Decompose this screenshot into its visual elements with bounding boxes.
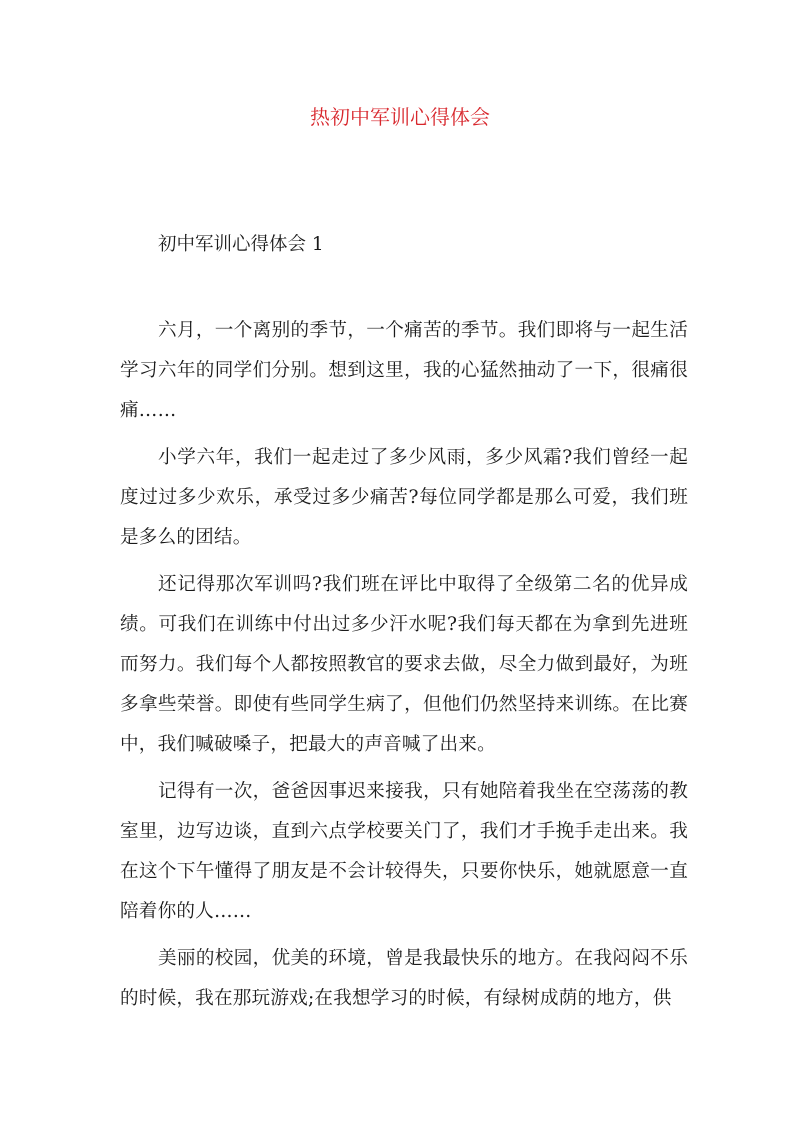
- paragraph: 美丽的校园，优美的环境，曾是我最快乐的地方。在我闷闷不乐的时候，我在那玩游戏;在我想学习的时候，有绿树成荫的地方，供: [120, 948, 688, 1009]
- paragraph: 六月，一个离别的季节，一个痛苦的季节。我们即将与一起生活学习六年的同学们分别。想到这里，我的心猛然抽动了一下，很痛很痛……: [120, 320, 688, 421]
- paragraph: 小学六年，我们一起走过了多少风雨，多少风霜?我们曾经一起度过过多少欢乐，承受过多少痛苦?每位同学都是那么可爱，我们班是多么的团结。: [120, 447, 688, 548]
- section-heading: 初中军训心得体会 1: [158, 234, 324, 255]
- body-text: [120, 311, 688, 1026]
- paragraph: 还记得那次军训吗?我们班在评比中取得了全级第二名的优异成绩。可我们在训练中付出过多少汗水呢?我们每天都在为拿到先进班而努力。我们每个人都按照教官的要求去做，尽全力做到最好，为班多拿些荣誉。即使有些同学生病了，但他们仍然坚持来训练。在比赛中，我们喊破嗓子，把最大的声音喊了出来。: [120, 574, 688, 755]
- paragraph: 记得有一次，爸爸因事迟来接我，只有她陪着我坐在空荡荡的教室里，边写边谈，直到六点学校要关门了，我们才手挽手走出来。我在这个下午懂得了朋友是不会计较得失，只要你快乐，她就愿意一直陪着你的人……: [120, 781, 688, 922]
- page-title: 热初中军训心得体会: [310, 105, 490, 129]
